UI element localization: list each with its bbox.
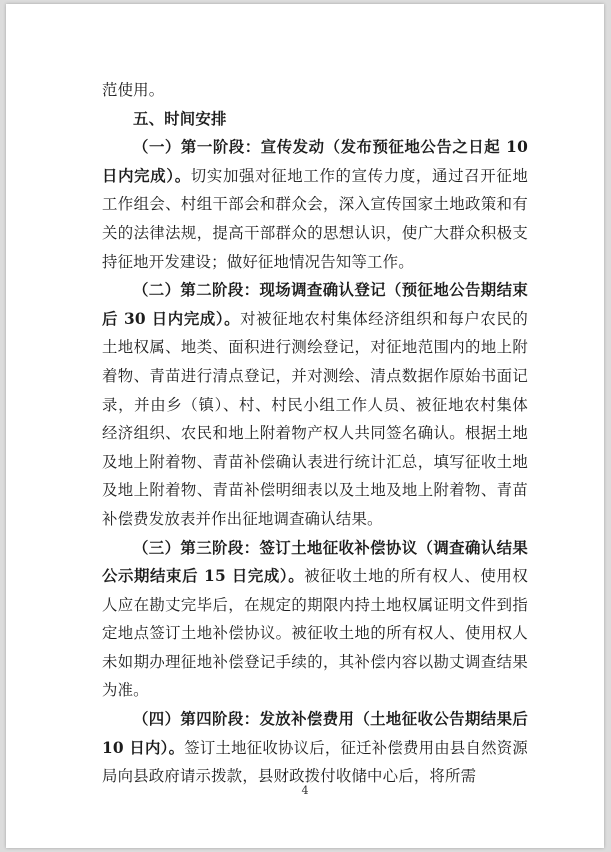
stage-4-body: 签订土地征收协议后，征迁补偿费用由县自然资源局向县政府请示拨款，县财政拨付收储中心后，将所需 [102,738,528,786]
stage-1-body: 切实加强对征地工作的宣传力度，通过召开征地工作组会、村组干部会和群众会，深入宣传国家土地政策和有关的法律法规，提高干部群众的思想认识，使广大群众积极支持征地开发建设；做好征地情况告知等工作。 [102,166,528,271]
stage-1-title: （一）第一阶段：宣传发动（发布预征地公告之日起 10 日内完成）。 [102,138,528,185]
stage-4-paragraph [102,705,528,791]
page-number: 4 [301,784,309,797]
stage-2-title: （二）第二阶段：现场调查确认登记（预征地公告期结束后 30 日内完成）。 [102,281,528,328]
document-body [102,76,528,791]
document-page [6,4,604,848]
intro-line: 范使用。 [102,81,165,99]
stage-4-title: （四）第四阶段：发放补偿费用（土地征收公告期结果后 10 日内）。 [102,710,528,757]
section-heading: 五、时间安排 [133,109,227,128]
stage-3-title: （三）第三阶段：签订土地征收补偿协议（调查确认结果公示期结束后 15 日完成）。 [102,538,528,586]
stage-2-paragraph [102,276,528,533]
stage-3-paragraph [102,534,528,706]
stage-2-body: 对被征地农村集体经济组织和每户农民的土地权属、地类、面积进行测绘登记，对征地范围内的地上附着物、青苗进行清点登记，并对测绘、清点数据作原始书面记录，并由乡（镇）、村、村民小组工作人员、被征地农村集体经济组织、农民和地上附着物产权人共同签名确认。根据土地及地上附着物、青苗补偿确认表进行统计汇总，填写征收土地及地上附着物、青苗补偿明细表以及土地及地上附着物、青苗补偿费发放表并作出征地调查确认结果。 [102,309,528,528]
stage-1-paragraph [102,133,528,276]
stage-3-body: 被征收土地的所有权人、使用权人应在勘丈完毕后，在规定的期限内持土地权属证明文件到指定地点签订土地补偿协议。被征收土地的所有权人、使用权人未如期办理征地补偿登记手续的，其补偿内容以勘丈调查结果为准。 [102,567,528,700]
